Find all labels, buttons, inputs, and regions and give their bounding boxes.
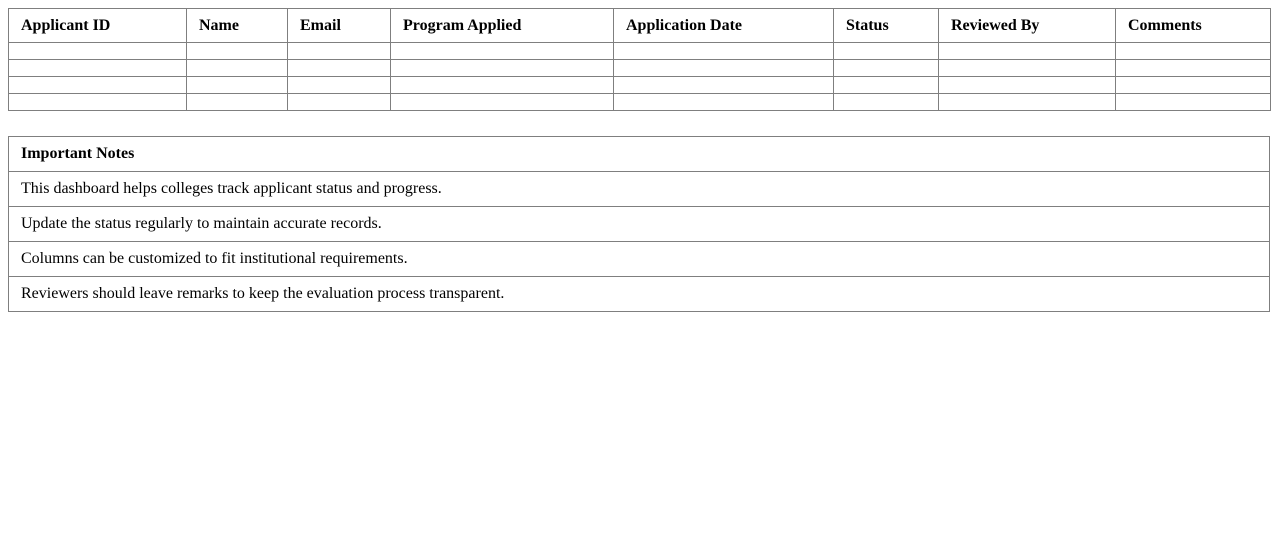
table-cell[interactable]: [614, 60, 834, 77]
table-cell[interactable]: [1116, 43, 1271, 60]
header-email[interactable]: Email: [288, 9, 391, 43]
table-cell[interactable]: [614, 94, 834, 111]
table-cell[interactable]: [939, 94, 1116, 111]
notes-header-row: [9, 137, 1270, 172]
note-row: [9, 207, 1270, 242]
header-comments[interactable]: Comments: [1116, 9, 1271, 43]
table-cell[interactable]: [9, 43, 187, 60]
table-cell[interactable]: [939, 77, 1116, 94]
table-cell[interactable]: [834, 77, 939, 94]
table-cell[interactable]: [187, 77, 288, 94]
table-cell[interactable]: [834, 43, 939, 60]
table-cell[interactable]: [9, 77, 187, 94]
header-reviewed-by[interactable]: Reviewed By: [939, 9, 1116, 43]
table-cell[interactable]: [187, 94, 288, 111]
table-cell[interactable]: [288, 60, 391, 77]
table-cell[interactable]: [391, 94, 614, 111]
note-item: This dashboard helps colleges track applicant status and progress.: [9, 172, 1270, 207]
applicants-table: [8, 8, 1271, 111]
header-application-date[interactable]: Application Date: [614, 9, 834, 43]
header-program-applied[interactable]: Program Applied: [391, 9, 614, 43]
note-item: Reviewers should leave remarks to keep the evaluation process transparent.: [9, 277, 1270, 312]
table-cell[interactable]: [1116, 77, 1271, 94]
table-cell[interactable]: [939, 60, 1116, 77]
note-row: [9, 277, 1270, 312]
table-cell[interactable]: [288, 43, 391, 60]
note-row: [9, 242, 1270, 277]
table-cell[interactable]: [391, 43, 614, 60]
table-cell[interactable]: [939, 43, 1116, 60]
note-item: Update the status regularly to maintain accurate records.: [9, 207, 1270, 242]
note-item: Columns can be customized to fit institutional requirements.: [9, 242, 1270, 277]
table-cell[interactable]: [614, 77, 834, 94]
notes-title: Important Notes: [9, 137, 1270, 172]
table-row: [9, 43, 1271, 60]
table-cell[interactable]: [391, 60, 614, 77]
table-cell[interactable]: [9, 94, 187, 111]
header-row: [9, 9, 1271, 43]
spreadsheet-view: [8, 8, 1270, 312]
table-row: [9, 60, 1271, 77]
table-cell[interactable]: [9, 60, 187, 77]
table-cell[interactable]: [614, 43, 834, 60]
table-row: [9, 94, 1271, 111]
table-cell[interactable]: [187, 43, 288, 60]
notes-table: [8, 136, 1270, 312]
header-name[interactable]: Name: [187, 9, 288, 43]
table-cell[interactable]: [288, 77, 391, 94]
table-row: [9, 77, 1271, 94]
table-cell[interactable]: [834, 94, 939, 111]
table-cell[interactable]: [391, 77, 614, 94]
table-cell[interactable]: [187, 60, 288, 77]
table-cell[interactable]: [1116, 60, 1271, 77]
header-status[interactable]: Status: [834, 9, 939, 43]
table-cell[interactable]: [288, 94, 391, 111]
note-row: [9, 172, 1270, 207]
table-cell[interactable]: [834, 60, 939, 77]
header-applicant-id[interactable]: Applicant ID: [9, 9, 187, 43]
table-cell[interactable]: [1116, 94, 1271, 111]
